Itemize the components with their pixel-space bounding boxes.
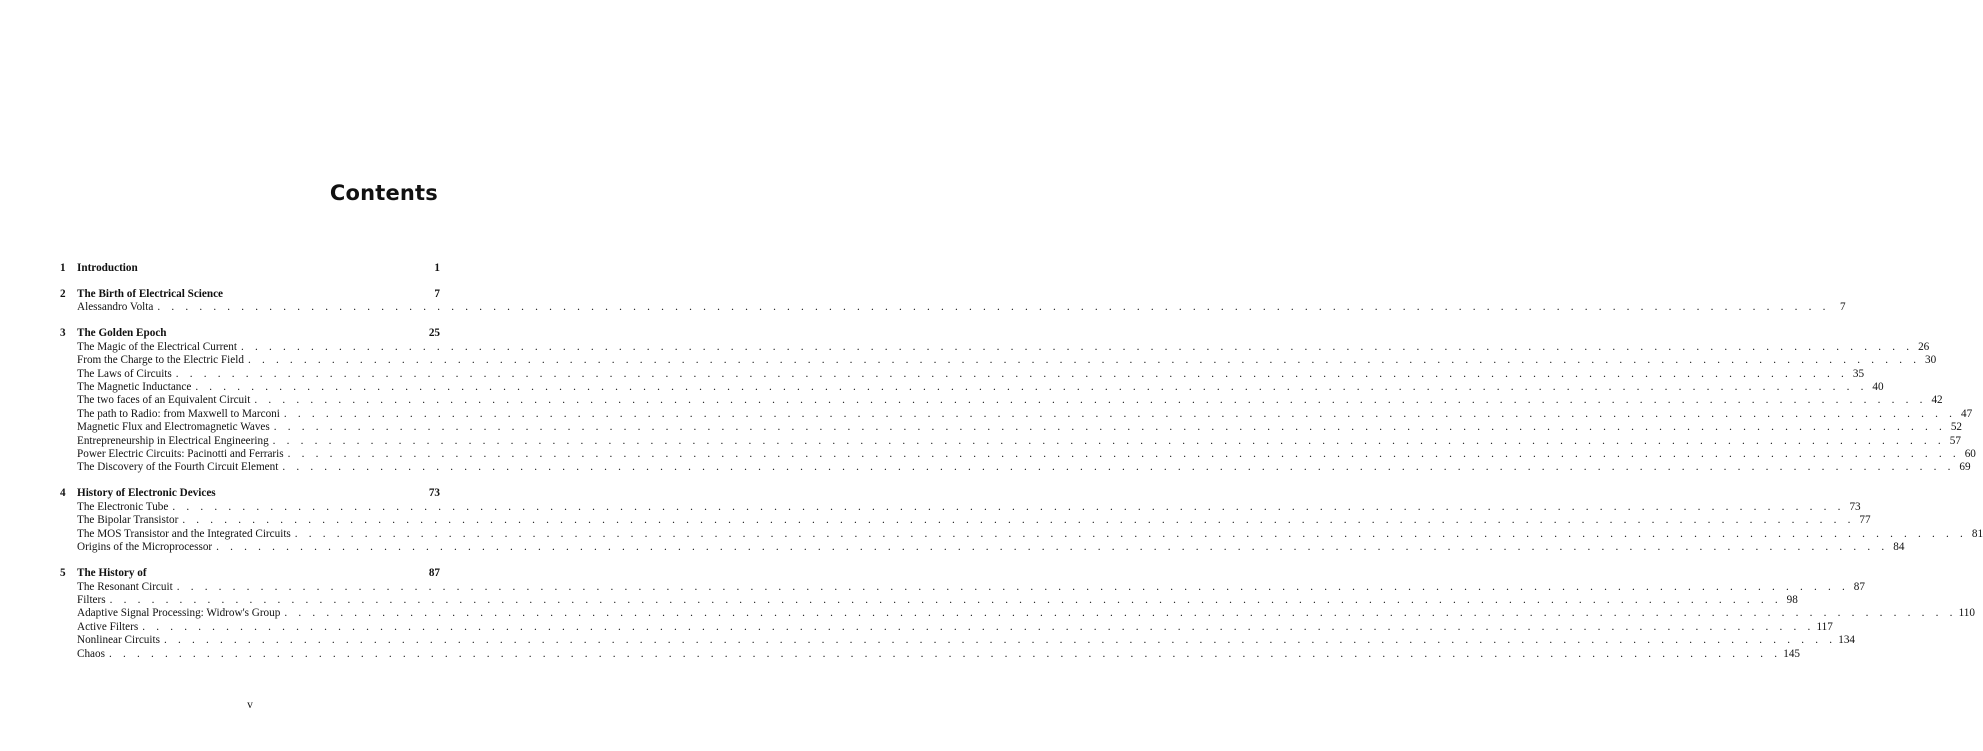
toc-section-entry[interactable] [60,340,1930,354]
dot-leader: . . . . . . . . . . . . . . . . . . . . . . . . . . . . . . . . . . . . . . . . . . . . . . . . . . . . . . . . . . . . . . . . . . . . . . . . . . . . . . . . . . . . . . . . . . . . . . . . . . . . . . . . . . . . . . . . . . . . . . . . [176,580,1849,593]
dot-leader: . . . . . . . . . . . . . . . . . . . . . . . . . . . . . . . . . . . . . . . . . . . . . . . . . . . . . . . . . . . . . . . . . . . . . . . . . . . . . . . . . . . . . . . . . . . . . . . . . . . . . . . . . . . . . . . . . . . . . . . . [254,394,1927,407]
toc-chapter-entry[interactable] [60,262,440,275]
toc-section-entry[interactable] [60,394,1943,407]
dot-leader: . . . . . . . . . . . . . . . . . . . . . . . . . . . . . . . . . . . . . . . . . . . . . . . . . . . . . . . . . . . . . . . . . . . . . . . . . . . . . . . . . . . . . . . . . . . . . . . . . . . . . . . . . . . . . . . . . . . . . . . . [109,593,1782,606]
dot-leader: . . . . . . . . . . . . . . . . . . . . . . . . . . . . . . . . . . . . . . . . . . . . . . . . . . . . . . . . . . . . . . . . . . . . . . . . . . . . . . . . . . . . . . . . . . . . . . . . . . . . . . . . . . . . . . . . . . . . . . . . [284,607,1957,620]
toc-chapter [60,262,440,275]
page-title: Contents [329,181,438,205]
section-title: The Magic of the Electrical Current [77,340,237,353]
section-title: The path to Radio: from Maxwell to Marconi [77,407,280,420]
section-page: 98 [1786,593,1798,606]
chapter-title: History of Electronic Devices [77,487,216,500]
dot-leader: . . . . . . . . . . . . . . . . . . . . . . . . . . . . . . . . . . . . . . . . . . . . . . . . . . . . . . . . . . . . . . . . . . . . . . . . . . . . . . . . . . . . . . . . . . . . . . . . . . . . . . . . . . . . . . . . . . . . . . . . [247,354,1921,367]
section-page: 57 [1949,434,1961,447]
section-page: 73 [1849,500,1861,513]
section-page: 40 [1872,381,1884,394]
toc-chapter-entry[interactable] [60,567,440,580]
section-page: 110 [1958,607,1975,620]
toc-section-entry[interactable] [60,461,1971,474]
toc-chapter [60,327,1976,474]
dot-leader: . . . . . . . . . . . . . . . . . . . . . . . . . . . . . . . . . . . . . . . . . . . . . . . . . . . . . . . . . . . . . . . . . . . . . . . . . . . . . . . . . . . . . . . . . . . . . . . . . . . . . . . . . . . . . . . . . . . . . . . . [240,340,1914,353]
toc-section-entry[interactable] [60,620,1833,634]
toc-section-entry[interactable] [60,367,1865,381]
section-title: The Laws of Circuits [77,367,172,380]
section-page: 7 [1840,301,1846,314]
toc-chapter-entry[interactable] [60,327,440,340]
section-page: 35 [1852,367,1865,380]
chapter-title: The Golden Epoch [77,327,167,340]
chapter-page: 87 [428,567,440,580]
section-title: Adaptive Signal Processing: Widrow's Group [77,607,281,620]
dot-leader: . . . . . . . . . . . . . . . . . . . . . . . . . . . . . . . . . . . . . . . . . . . . . . . . . . . . . . . . . . . . . . . . . . . . . . . . . . . . . . . . . . . . . . . . . . . . . . . . . . . . . . . . . . . . . . . . . . . . . . . . [108,647,1782,660]
section-title: The Resonant Circuit [77,580,173,593]
dot-leader: . . . . . . . . . . . . . . . . . . . . . . . . . . . . . . . . . . . . . . . . . . . . . . . . . . . . . . . . . . . . . . . . . . . . . . . . . . . . . . . . . . . . . . . . . . . . . . . . . . . . . . . . . . . . . . . . . . . . . . . . [283,407,1957,420]
section-page: 26 [1918,340,1930,353]
toc-chapter-entry[interactable] [60,487,440,500]
chapter-title: The Birth of Electrical Science [77,288,224,300]
dot-leader: . . . . . . . . . . . . . . . . . . . . . . . . . . . . . . . . . . . . . . . . . . . . . . . . . . . . . . . . . . . . . . . . . . . . . . . . . . . . . . . . . . . . . . . . . . . . . . . . . . . . . . . . . . . . . . . . . . . . . . . . [294,527,1968,540]
section-page: 134 [1838,634,1856,647]
chapter-number: 4 [60,487,66,500]
table-of-contents [60,262,1983,674]
page-number: v [247,699,253,711]
dot-leader: . . . . . . . . . . . . . . . . . . . . . . . . . . . . . . . . . . . . . . . . . . . . . . . . . . . . . . . . . . . . . . . . . . . . . . . . . . . . . . . . . . . . . . . . . . . . . . . . . . . . . . . . . . . . . . . . . . . . . . . . [273,421,1947,434]
section-title: Alessandro Volta [77,301,154,314]
section-title: Nonlinear Circuits [77,634,160,647]
chapter-title: Introduction [77,262,138,274]
chapter-number: 5 [60,567,66,580]
toc-section-entry[interactable] [60,448,1976,461]
toc-section-entry[interactable] [60,407,1973,421]
dot-leader: . . . . . . . . . . . . . . . . . . . . . . . . . . . . . . . . . . . . . . . . . . . . . . . . . . . . . . . . . . . . . . . . . . . . . . . . . . . . . . . . . . . . . . . . . . . . . . . . . . . . . . . . . . . . . . . . . . . . . . . . [195,381,1868,394]
toc-section-entry[interactable] [60,354,1937,367]
section-title: Filters [77,593,106,606]
section-title: The Electronic Tube [77,500,169,513]
toc-section-entry[interactable] [60,634,1856,647]
section-title: The two faces of an Equivalent Circuit [77,394,251,407]
section-page: 47 [1960,407,1973,420]
chapter-page: 1 [434,262,440,274]
dot-leader: . . . . . . . . . . . . . . . . . . . . . . . . . . . . . . . . . . . . . . . . . . . . . . . . . . . . . . . . . . . . . . . . . . . . . . . . . . . . . . . . . . . . . . . . . . . . . . . . . . . . . . . . . . . . . . . . . . . . . . . . [282,461,1955,474]
section-page: 84 [1893,541,1905,554]
chapter-page: 7 [434,288,440,300]
section-page: 87 [1853,580,1865,593]
section-title: Origins of the Microprocessor [77,541,213,554]
section-title: From the Charge to the Electric Field [77,354,244,367]
dot-leader: . . . . . . . . . . . . . . . . . . . . . . . . . . . . . . . . . . . . . . . . . . . . . . . . . . . . . . . . . . . . . . . . . . . . . . . . . . . . . . . . . . . . . . . . . . . . . . . . . . . . . . . . . . . . . . . . . . . . . . . . [142,620,1815,633]
toc-chapter [60,487,1983,554]
toc-section-entry[interactable] [60,607,1975,620]
dot-leader: . . . . . . . . . . . . . . . . . . . . . . . . . . . . . . . . . . . . . . . . . . . . . . . . . . . . . . . . . . . . . . . . . . . . . . . . . . . . . . . . . . . . . . . . . . . . . . . . . . . . . . . . . . . . . . . . . . . . . . . . [182,514,1855,527]
toc-section-entry[interactable] [60,647,1801,661]
section-page: 42 [1931,394,1943,407]
dot-leader: . . . . . . . . . . . . . . . . . . . . . . . . . . . . . . . . . . . . . . . . . . . . . . . . . . . . . . . . . . . . . . . . . . . . . . . . . . . . . . . . . . . . . . . . . . . . . . . . . . . . . . . . . . . . . . . . . . . . . . . . [163,634,1837,647]
chapter-number: 2 [60,288,66,300]
section-page: 69 [1959,461,1971,474]
toc-chapter [60,567,1975,661]
dot-leader: . . . . . . . . . . . . . . . . . . . . . . . . . . . . . . . . . . . . . . . . . . . . . . . . . . . . . . . . . . . . . . . . . . . . . . . . . . . . . . . . . . . . . . . . . . . . . . . . . . . . . . . . . . . . . . . . . . . . . . . . [287,448,1960,461]
section-page: 60 [1964,448,1976,461]
toc-section-entry[interactable] [60,301,1846,314]
dot-leader: . . . . . . . . . . . . . . . . . . . . . . . . . . . . . . . . . . . . . . . . . . . . . . . . . . . . . . . . . . . . . . . . . . . . . . . . . . . . . . . . . . . . . . . . . . . . . . . . . . . . . . . . . . . . . . . . . . . . . . . . [172,500,1845,513]
toc-section-entry[interactable] [60,381,1884,394]
section-title: Entrepreneurship in Electrical Engineering [77,434,269,447]
chapter-page: 25 [428,327,440,340]
dot-leader: . . . . . . . . . . . . . . . . . . . . . . . . . . . . . . . . . . . . . . . . . . . . . . . . . . . . . . . . . . . . . . . . . . . . . . . . . . . . . . . . . . . . . . . . . . . . . . . . . . . . . . . . . . . . . . . . . . . . . . . . [157,301,1830,314]
toc-chapter-entry[interactable] [60,288,440,301]
dot-leader: . . . . . . . . . . . . . . . . . . . . . . . . . . . . . . . . . . . . . . . . . . . . . . . . . . . . . . . . . . . . . . . . . . . . . . . . . . . . . . . . . . . . . . . . . . . . . . . . . . . . . . . . . . . . . . . . . . . . . . . . [272,434,1945,447]
section-title: Power Electric Circuits: Pacinotti and Ferraris [77,448,284,461]
toc-section-entry[interactable] [60,434,1961,448]
chapter-number: 1 [60,262,66,274]
toc-section-entry[interactable] [60,593,1798,607]
section-page: 145 [1783,647,1801,660]
toc-section-entry[interactable] [60,421,1963,434]
section-title: The MOS Transistor and the Integrated Circuits [77,527,291,540]
section-title: The Bipolar Transistor [77,514,179,527]
section-title: Active Filters [77,620,139,633]
section-page: 81 [1971,527,1983,540]
section-page: 117 [1816,620,1833,633]
section-title: The Magnetic Inductance [77,381,192,394]
chapter-title: The History of [77,567,147,580]
chapter-page: 73 [428,487,440,500]
section-page: 52 [1950,421,1963,434]
section-page: 77 [1859,514,1871,527]
section-title: Chaos [77,647,105,660]
toc-section-entry[interactable] [60,514,1871,527]
section-title: Magnetic Flux and Electromagnetic Waves [77,421,270,434]
toc-section-entry[interactable] [60,541,1905,554]
toc-chapter [60,288,1846,315]
section-page: 30 [1925,354,1937,367]
toc-section-entry[interactable] [60,500,1861,514]
toc-section-entry[interactable] [60,580,1865,594]
chapter-number: 3 [60,327,66,340]
dot-leader: . . . . . . . . . . . . . . . . . . . . . . . . . . . . . . . . . . . . . . . . . . . . . . . . . . . . . . . . . . . . . . . . . . . . . . . . . . . . . . . . . . . . . . . . . . . . . . . . . . . . . . . . . . . . . . . . . . . . . . . . [175,367,1849,380]
section-title: The Discovery of the Fourth Circuit Element [77,461,279,474]
toc-section-entry[interactable] [60,527,1983,541]
dot-leader: . . . . . . . . . . . . . . . . . . . . . . . . . . . . . . . . . . . . . . . . . . . . . . . . . . . . . . . . . . . . . . . . . . . . . . . . . . . . . . . . . . . . . . . . . . . . . . . . . . . . . . . . . . . . . . . . . . . . . . . . [216,541,1889,554]
